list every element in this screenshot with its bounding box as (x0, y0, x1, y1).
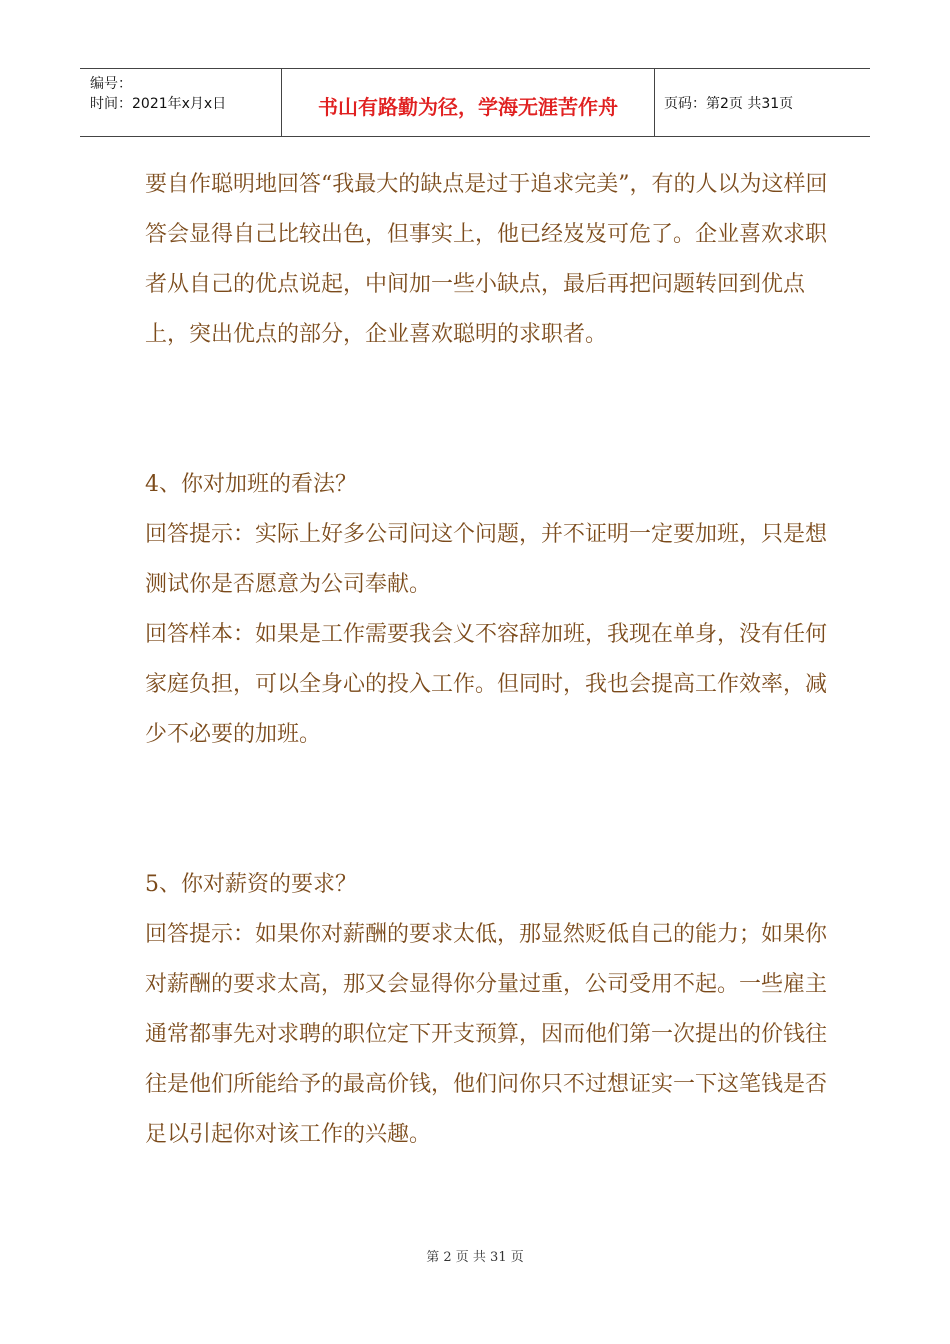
header-page-info: 页码：第2页 共31页 (664, 96, 794, 112)
header-divider-right (654, 69, 655, 136)
section-gap (145, 360, 835, 460)
question-5-hint: 回答提示：如果你对薪酬的要求太低，那显然贬低自己的能力；如果你对薪酬的要求太高，那又会显得你分量过重，公司受用不起。一些雇主通常都事先对求聘的职位定下开支预算，因而他们第一次提出的价钱往往是他们所能给予的最高价钱，他们问你只不过想证实一下这笔钱是否足以引起你对该工作的兴趣。 (145, 922, 828, 1147)
question-4-sample: 回答样本：如果是工作需要我会义不容辞加班，我现在单身，没有任何家庭负担，可以全身心的投入工作。但同时，我也会提高工作效率，减少不必要的加班。 (145, 622, 828, 747)
document-body (145, 160, 835, 1160)
question-4-title: 4、你对加班的看法？ (145, 472, 357, 497)
header-meta (90, 74, 226, 114)
header-time-label: 时间：2021年x月x日 (90, 96, 227, 112)
page-header (80, 68, 870, 137)
section-gap (145, 760, 835, 860)
header-number-label: 编号： (90, 76, 132, 92)
question-4-hint: 回答提示：实际上好多公司问这个问题，并不证明一定要加班，只是想测试你是否愿意为公司奉献。 (145, 522, 828, 597)
page-footer: 第 2 页 共 31 页 (426, 1250, 524, 1265)
question-5-title: 5、你对薪资的要求？ (145, 872, 357, 897)
header-motto: 书山有路勤为径，学海无涯苦作舟 (318, 95, 618, 119)
paragraph-weakness-answer: 要自作聪明地回答“我最大的缺点是过于追求完美”，有的人以为这样回答会显得自己比较出色，但事实上，他已经岌岌可危了。企业喜欢求职者从自己的优点说起，中间加一些小缺点，最后再把问题转回到优点上，突出优点的部分，企业喜欢聪明的求职者。 (145, 172, 828, 347)
